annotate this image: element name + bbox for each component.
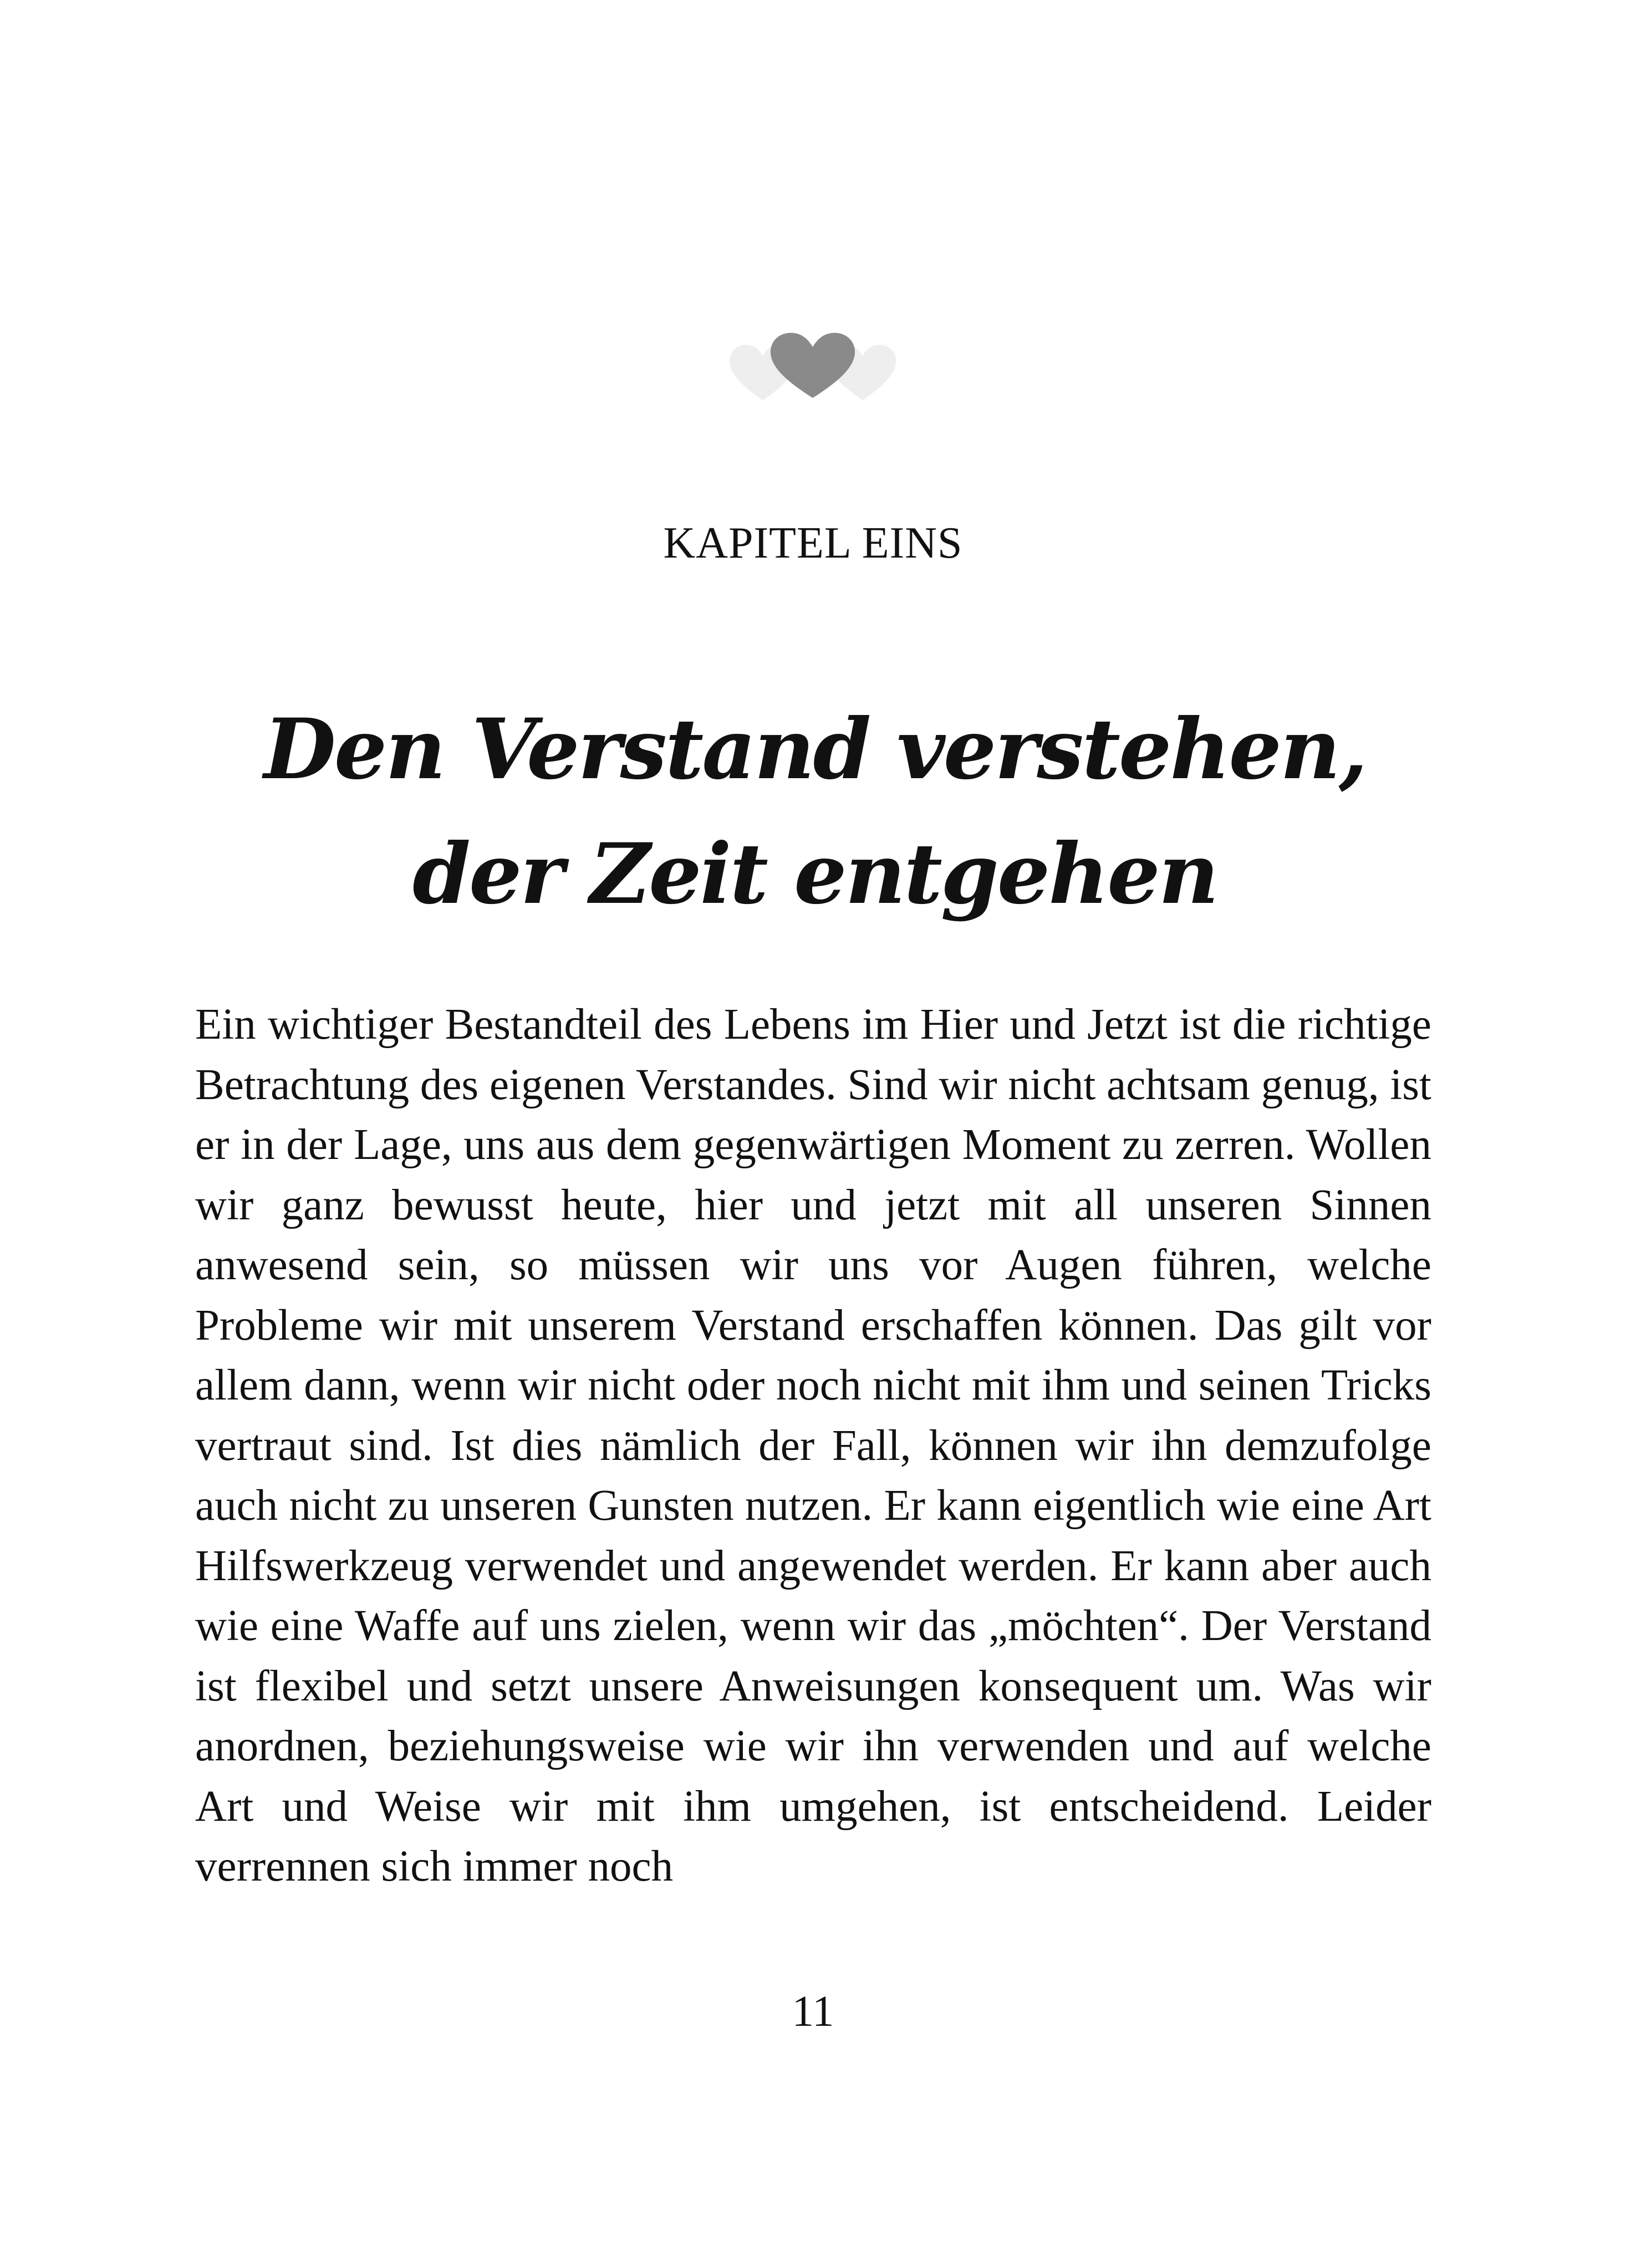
page-number: 11	[792, 1988, 834, 2036]
body-paragraph: Ein wichtiger Bestandteil des Lebens im Hier und Jetzt ist die richtige Betrachtung des eigenen Verstandes. Sind wir nicht achtsam genug, ist er in der Lage, uns aus dem gegenwärtigen Moment zu zerren. Wollen wir ganz bewusst heute, hier und jetzt mit all unseren Sinnen anwesend sein, so müssen wir uns vor Augen führen, welche Probleme wir mit unserem Verstand erschaffen können. Das gilt vor allem dann, wenn wir nicht oder noch nicht mit ihm und seinen Tricks vertraut sind. Ist dies nämlich der Fall, können wir ihn demzufolge auch nicht zu unseren Gunsten nutzen. Er kann eigentlich wie eine Art Hilfswerkzeug verwendet und angewendet werden. Er kann aber auch wie eine Waffe auf uns zielen, wenn wir das „möchten“. Der Verstand ist flexibel und setzt unsere Anweisungen konsequent um. Was wir anordnen, beziehungsweise wie wir ihn verwenden und auf welche Art und Weise wir mit ihm umgehen, ist entscheidend. Leider verrennen sich immer noch	[195, 1000, 1431, 1891]
hearts-ornament-icon	[724, 327, 901, 410]
chapter-title: Den Verstand verstehen, der Zeit entgehen	[263, 701, 1367, 923]
center-grey-heart-icon	[771, 333, 855, 398]
chapter-label: KAPITEL EINS	[663, 519, 963, 568]
